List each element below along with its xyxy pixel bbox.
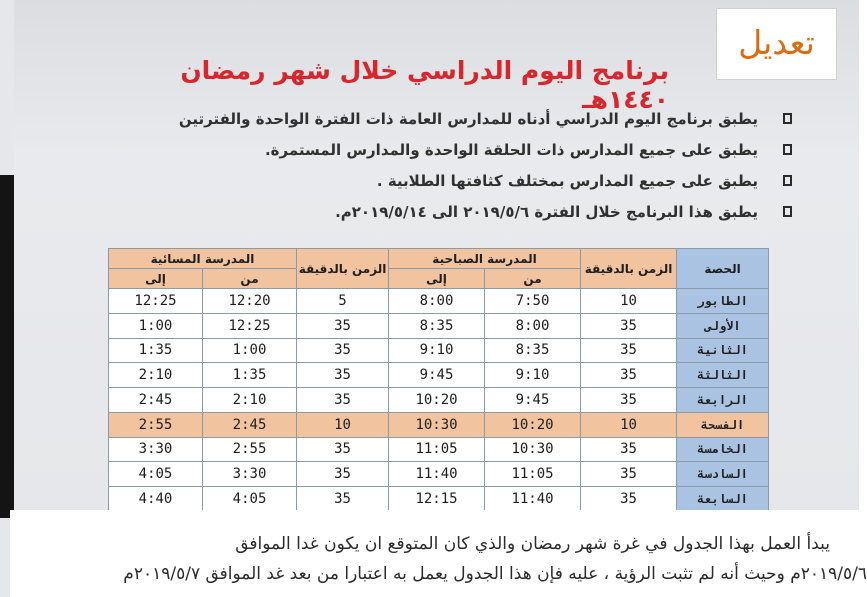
bullet-text: يطبق على جميع المدارس بمختلف كثافتها الطلابية . [376, 172, 758, 190]
evening-to: 2:45 [109, 388, 203, 413]
evening-to: 1:35 [109, 338, 203, 363]
period-name: الثالثة [677, 363, 769, 388]
evening-to: 4:05 [109, 462, 203, 487]
table-row [109, 487, 769, 512]
bullet-text: يطبق برنامج اليوم الدراسي أدناه للمدارس العامة ذات الفترة الواحدة والفترتين [178, 110, 758, 128]
morning-to: 11:40 [389, 462, 485, 487]
square-bullet-icon [783, 206, 792, 217]
evening-minutes: 10 [297, 412, 389, 437]
period-name: الرابعة [677, 388, 769, 413]
evening-to: 1:00 [109, 313, 203, 338]
period-name: السادسة [677, 462, 769, 487]
evening-minutes: 35 [297, 313, 389, 338]
page-title: برنامج اليوم الدراسي خلال شهر رمضان ١٤٤٠هـ [180, 56, 669, 114]
morning-minutes: 35 [581, 388, 677, 413]
evening-minutes: 35 [297, 462, 389, 487]
morning-to: 10:30 [389, 412, 485, 437]
morning-from: 7:50 [485, 289, 581, 314]
evening-to: 12:25 [109, 289, 203, 314]
morning-to: 10:20 [389, 388, 485, 413]
evening-to: 4:40 [109, 487, 203, 512]
table-row [109, 338, 769, 363]
evening-from: 4:05 [203, 487, 297, 512]
caption-panel [10, 510, 867, 597]
bullet-text: يطبق هذا البرنامج خلال الفترة ٢٠١٩/٥/٦ الى ٢٠١٩/٥/١٤م. [335, 203, 758, 221]
caption-line-1: يبدأ العمل بهذا الجدول في غرة شهر رمضان والذي كان المتوقع ان يكون غدا الموافق [235, 534, 830, 554]
bullet-item [120, 199, 792, 230]
morning-minutes: 10 [581, 289, 677, 314]
morning-to: 11:05 [389, 437, 485, 462]
morning-from: 9:45 [485, 388, 581, 413]
evening-from: 2:55 [203, 437, 297, 462]
morning-minutes: 35 [581, 363, 677, 388]
evening-minutes: 35 [297, 338, 389, 363]
period-name: السابعة [677, 487, 769, 512]
square-bullet-icon [783, 144, 792, 155]
bullet-text: يطبق على جميع المدارس ذات الحلقة الواحدة والمدارس المستمرة. [264, 141, 758, 159]
period-name: الطابور [677, 289, 769, 314]
table-row-break [109, 412, 769, 437]
morning-from: 11:05 [485, 462, 581, 487]
header-evening-minutes: الزمن بالدقيقة [297, 249, 389, 289]
evening-from: 2:45 [203, 412, 297, 437]
morning-from: 9:10 [485, 363, 581, 388]
evening-from: 12:20 [203, 289, 297, 314]
edit-badge [716, 8, 837, 80]
evening-to: 2:10 [109, 363, 203, 388]
evening-minutes: 35 [297, 363, 389, 388]
table-row [109, 462, 769, 487]
evening-minutes: 35 [297, 437, 389, 462]
morning-from: 11:40 [485, 487, 581, 512]
left-dark-strip [0, 175, 14, 518]
period-name: الخامسة [677, 437, 769, 462]
morning-from: 10:30 [485, 437, 581, 462]
evening-minutes: 5 [297, 289, 389, 314]
morning-from: 8:00 [485, 313, 581, 338]
period-name: الثانية [677, 338, 769, 363]
table-header-row [109, 249, 769, 269]
square-bullet-icon [783, 175, 792, 186]
morning-minutes: 35 [581, 487, 677, 512]
table-row [109, 363, 769, 388]
morning-to: 9:45 [389, 363, 485, 388]
table-row [109, 437, 769, 462]
evening-from: 2:10 [203, 388, 297, 413]
morning-minutes: 35 [581, 338, 677, 363]
header-morning-school: المدرسة الصباحية [389, 249, 581, 269]
header-morning-from: من [485, 269, 581, 289]
evening-to: 2:55 [109, 412, 203, 437]
morning-to: 12:15 [389, 487, 485, 512]
period-name: الفسحة [677, 412, 769, 437]
ramadan-schedule-table [108, 248, 769, 512]
evening-minutes: 35 [297, 487, 389, 512]
morning-minutes: 10 [581, 412, 677, 437]
evening-to: 3:30 [109, 437, 203, 462]
square-bullet-icon [783, 113, 792, 124]
caption-line-2: ٢٠١٩/٥/٦م وحيث أنه لم تثبت الرؤية ، عليه فإن هذا الجدول يعمل به اعتبارا من بعد غد الموافق ٢٠١٩/٥/٧م [123, 564, 867, 584]
evening-from: 12:25 [203, 313, 297, 338]
morning-to: 8:35 [389, 313, 485, 338]
morning-minutes: 35 [581, 462, 677, 487]
evening-from: 1:00 [203, 338, 297, 363]
header-evening-to: إلى [109, 269, 203, 289]
morning-from: 10:20 [485, 412, 581, 437]
header-morning-minutes: الزمن بالدقيقة [581, 249, 677, 289]
table-row [109, 388, 769, 413]
evening-minutes: 35 [297, 388, 389, 413]
header-period: الحصة [677, 249, 769, 289]
morning-to: 8:00 [389, 289, 485, 314]
table-row [109, 289, 769, 314]
period-name: الأولى [677, 313, 769, 338]
evening-from: 3:30 [203, 462, 297, 487]
bullet-item [120, 137, 792, 168]
edit-badge-label: تعديل [738, 23, 815, 62]
header-evening-school: المدرسة المسائية [109, 249, 297, 269]
table-row [109, 313, 769, 338]
header-evening-from: من [203, 269, 297, 289]
morning-minutes: 35 [581, 313, 677, 338]
bullet-item [120, 106, 792, 137]
bullet-list [120, 106, 792, 230]
morning-minutes: 35 [581, 437, 677, 462]
header-morning-to: إلى [389, 269, 485, 289]
evening-from: 1:35 [203, 363, 297, 388]
morning-from: 8:35 [485, 338, 581, 363]
morning-to: 9:10 [389, 338, 485, 363]
bullet-item [120, 168, 792, 199]
